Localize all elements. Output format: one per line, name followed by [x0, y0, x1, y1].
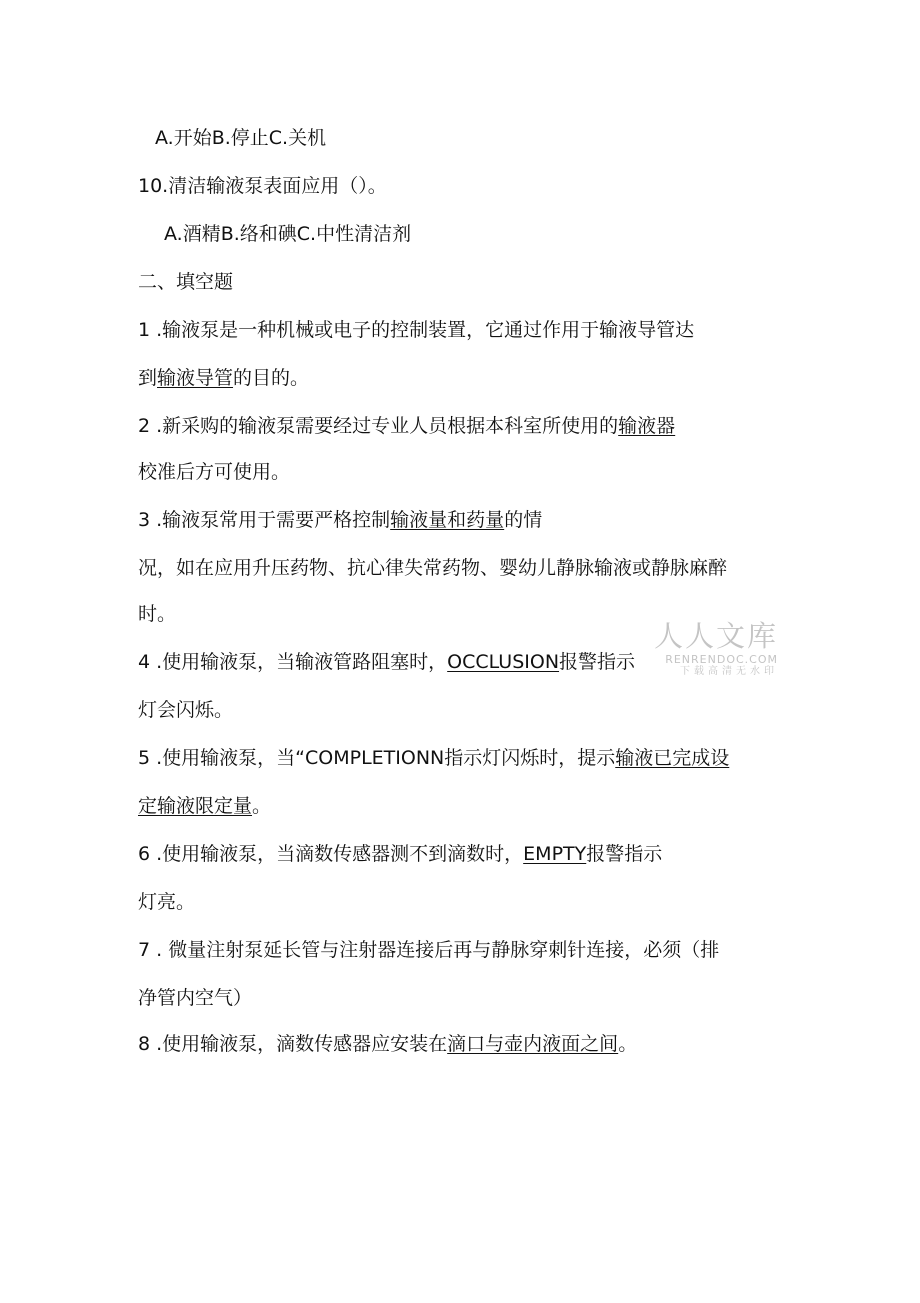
answer-blank: EMPTY: [523, 843, 587, 865]
section-title: 二、填空题: [138, 271, 234, 293]
watermark: [648, 620, 778, 678]
choices-q10: A.酒精B.络和碘C.中性清洁剂: [164, 223, 412, 245]
fill-q2-line1: [138, 414, 675, 438]
fill-q7-line1: 7 . 微量注射泵延长管与注射器连接后再与静脉穿刺针连接，必须（排: [138, 939, 720, 961]
text: 3 .输液泵常用于需要严格控制: [138, 509, 391, 531]
watermark-title: 人人文库: [653, 619, 778, 653]
text: 报警指示: [586, 843, 663, 865]
fill-q3-line1: [138, 508, 542, 532]
text: 的目的。: [233, 367, 310, 389]
text: 到: [138, 367, 158, 389]
choices-q9: A.开始B.停止C.关机: [155, 127, 327, 149]
text: 6 .使用输液泵，当滴数传感器测不到滴数时，: [138, 843, 524, 865]
answer-blank: 输液已完成设: [615, 747, 730, 769]
fill-q4-line2: 灯会闪烁。: [138, 699, 234, 721]
fill-q7-line2: 净管内空气）: [138, 987, 253, 1009]
watermark-url: RENRENDOC.COM: [665, 653, 778, 666]
text: 。: [618, 1033, 638, 1055]
fill-q6-line2: 灯亮。: [138, 891, 196, 913]
fill-q5-line2: [138, 794, 271, 818]
answer-blank: 定输液限定量: [138, 795, 253, 817]
text: 8 .使用输液泵，滴数传感器应安装在: [138, 1033, 448, 1055]
fill-q3-line2: 况，如在应用升压药物、抗心律失常药物、婴幼儿静脉输液或静脉麻醉: [138, 557, 728, 579]
fill-q3-line3: 时。: [138, 603, 177, 625]
watermark-subtitle: 下载高清无水印: [680, 666, 778, 677]
text: 2 .新采购的输液泵需要经过专业人员根据本科室所使用的: [138, 415, 619, 437]
answer-blank: 输液导管: [157, 367, 234, 389]
fill-q6-line1: [138, 842, 662, 866]
answer-blank: 输液器: [618, 415, 676, 437]
text: 5 .使用输液泵，当“COMPLETIONN指示灯闪烁时，提示: [138, 747, 616, 769]
fill-q5-line1: [138, 746, 729, 770]
answer-blank: 滴口与壶内液面之间: [447, 1033, 619, 1055]
text: 报警指示: [559, 651, 636, 673]
fill-q1-line1: 1 .输液泵是一种机械或电子的控制装置，它通过作用于输液导管达: [138, 319, 695, 341]
fill-q1-line2: [138, 366, 309, 390]
fill-q4-line1: [138, 650, 635, 674]
text: 。: [252, 795, 272, 817]
text: 4 .使用输液泵，当输液管路阻塞时，: [138, 651, 448, 673]
question-10: 10.清洁输液泵表面应用（）。: [138, 175, 387, 197]
answer-blank: OCCLUSION: [447, 651, 560, 673]
fill-q8-line1: [138, 1032, 637, 1056]
fill-q2-line2: 校准后方可使用。: [138, 461, 291, 483]
answer-blank: 输液量和药量: [390, 509, 505, 531]
text: 的情: [504, 509, 543, 531]
